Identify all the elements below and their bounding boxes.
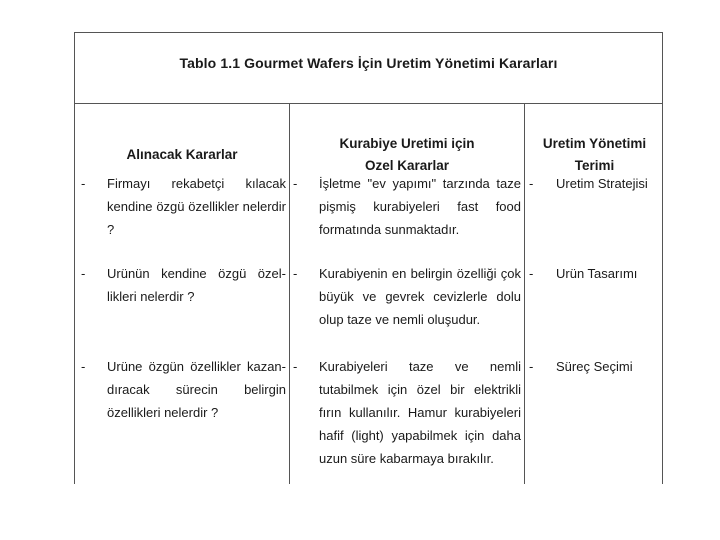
header-term-line2: Terimi (574, 158, 615, 173)
row1-special: İşletme "ev yapımı" tarzında taze pişmiş kurabiyeleri fast food formatında sunmaktadır. (319, 176, 521, 237)
row3-decision: Urüne özgün özellikler kazan-dıracak sürecin belirgin özellikleri nelerdir ? (107, 359, 286, 420)
row3-term: Süreç Seçimi (556, 359, 633, 374)
table-title-row (75, 33, 662, 104)
row3-term-dash: - (529, 359, 534, 374)
table-title-text: Gourmet Wafers İçin Uretim Yönetimi Kararları (244, 55, 558, 71)
table-sheet (74, 32, 663, 484)
header-decisions-label: Alınacak Kararlar (126, 147, 238, 162)
row2-term: Urün Tasarımı (556, 266, 638, 281)
table-title (180, 55, 558, 71)
row2-term-dash: - (529, 266, 534, 281)
row2-special: Kurabiyenin en belirgin özelliği çok büyük ve gevrek cevizlerle dolu olup taze ve nemli oluşudur. (319, 266, 521, 327)
row1-term-dash: - (529, 176, 534, 191)
row3-special-dash: - (293, 359, 298, 374)
row3-special: Kurabiyeleri taze ve nemli tutabilmek için özel bir elektrikli fırın kullanılır. Hamur kurabiyeleri hafif (light) yapabilmek için daha uzun süre kabarmaya bırakılır. (319, 359, 521, 466)
row1-special-dash: - (293, 176, 298, 191)
row2-special-dash: - (293, 266, 298, 281)
header-special-line1: Kurabiye Uretimi için (339, 136, 475, 151)
row2-decision-dash: - (81, 266, 86, 281)
row1-decision-dash: - (81, 176, 86, 191)
row3-decision-dash: - (81, 359, 86, 374)
row1-term: Uretim Stratejisi (556, 176, 648, 191)
header-term-line1: Uretim Yönetimi (542, 136, 647, 151)
row2-decision: Urünün kendine özgü özel-likleri nelerdir ? (107, 266, 286, 304)
row1-decision: Firmayı rekabetçi kılacak kendine özgü özellikler nelerdir ? (107, 176, 286, 237)
table-title-prefix: Tablo 1.1 (179, 55, 241, 71)
header-special-line2: Ozel Kararlar (364, 158, 450, 173)
